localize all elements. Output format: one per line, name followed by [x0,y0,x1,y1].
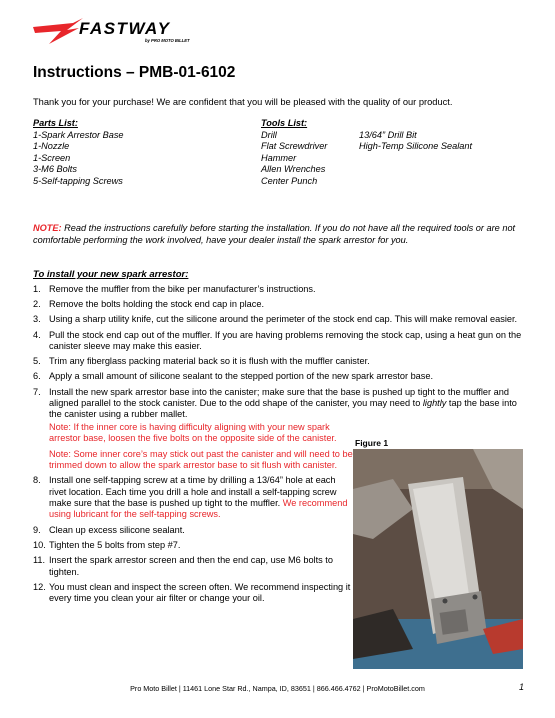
step-text: Install one self-tapping screw at a time by drilling a 13/64” hole at each rivet location. Each time you drill a hole and install a self-tapping screw make sure that the base is pushed up tight to the muffler. [49,475,337,509]
step-text: You must clean and inspect the screen often. We recommend inspecting it every time you clean your air filter or change your oil. [49,581,351,604]
step-text: Trim any fiberglass packing material back so it is flush with the muffler canister. [49,356,370,367]
step-item: 4. Pull the stock end cap out of the muffler. If you are having problems removing the stock cap, using a heat gun on the canister sleeve may make this easier. [33,329,522,352]
tools-item: Drill [261,129,277,140]
tools-item: Center Punch [261,175,318,186]
figure-label: Figure 1 [355,438,389,448]
tools-item: Allen Wrenches [261,164,326,175]
step-note: We recommend using lubricant for the self-tapping screws. [49,498,348,520]
step-text: Using a sharp utility knife, cut the silicone around the perimeter of the stock end cap. This will make removal easier. [49,314,518,325]
parts-list [33,118,124,188]
step-item: 5. Trim any fiberglass packing material back so it is flush with the muffler canister. [33,356,370,367]
spark-arrestor-screen [440,609,469,634]
step-text: Remove the bolts holding the stock end cap in place. [49,299,265,310]
step-text: tap the base into the canister using a rubber mallet. [49,398,517,420]
step-item: 9. Clean up excess silicone sealant. [33,524,185,535]
step-item: 12. You must clean and inspect the screen often. We recommend inspecting it every time you clean your air filter or change your oil. [33,581,351,604]
step-text: Pull the stock end cap out of the muffler. If you are having problems removing the stock cap, using a heat gun on the canister sleeve may make this easier. [49,329,522,352]
page-footer: Pro Moto Billet | 11461 Lone Star Rd., Nampa, ID, 83651 | 866.466.4762 | ProMotoBillet.com [130,684,425,693]
step-item: 2. Remove the bolts holding the stock end cap in place. [33,299,265,310]
parts-item: 5-Self-tapping Screws [33,175,123,186]
tools-item: High-Temp Silicone Sealant [359,141,473,152]
note-text: Read the instructions carefully before starting the installation. If you do not have all the required tools or are not comfortable performing the work involved, have your dealer install the spark arrestor for you. [33,223,516,245]
parts-item: 3-M6 Bolts [33,164,77,175]
intro-text: Thank you for your purchase! We are confident that you will be pleased with the quality of our product. [33,97,453,107]
muffler-photo [353,449,523,669]
muffler-bolt [473,595,478,600]
parts-item: 1-Spark Arrestor Base [33,129,124,140]
page-number: 1 [519,682,525,692]
step-item: 8. Install one self-tapping screw at a time by drilling a 13/64” hole at each rivet location. Each time you drill a hole and install a self-tapping screw make sure that the base is pushed up tight to the muffler. We recommend using lubricant for the self-tapping screws. [33,475,348,520]
logo-wordmark: FASTWAY [79,19,171,38]
logo-swoosh [33,18,83,44]
step-text: Tighten the 5 bolts from step #7. [49,539,181,550]
parts-heading: Parts List: [33,118,78,128]
tools-item: Flat Screwdriver [261,141,328,152]
step-item: 6. Apply a small amount of silicone sealant to the stepped portion of the new spark arrestor base. [33,371,434,382]
page-title: Instructions – PMB-01-6102 [33,64,236,81]
note-label: NOTE: [33,223,62,233]
step-emphasis: lightly [422,398,447,409]
fastway-logo [33,14,203,48]
tools-list [261,118,327,188]
step-item: 3. Using a sharp utility knife, cut the silicone around the perimeter of the stock end cap. This will make removal easier. [33,314,518,325]
step-text: Clean up excess silicone sealant. [49,524,185,535]
tools-item: Hammer [261,152,297,163]
muffler-bolt [443,599,448,604]
step-item: 10. Tighten the 5 bolts from step #7. [33,539,181,550]
step-item: 11. Insert the spark arrestor screen and then the end cap, use M6 bolts to tighten. [33,555,333,577]
parts-item: 1-Nozzle [33,141,70,152]
logo-subtext: by PRO MOTO BILLET [145,38,190,43]
parts-item: 1-Screen [33,152,71,163]
step-note: Note: Some inner core’s may stick out past the canister and will need to be trimmed down to allow the spark arrestor base to sit flush with canister. [49,448,353,471]
step-text: Remove the muffler from the bike per manufacturer’s instructions. [49,284,316,294]
step-text: Insert the spark arrestor screen and then the end cap, use M6 bolts to tighten. [49,555,333,577]
tools-item: 13/64” Drill Bit [359,129,417,140]
step-text: Install the new spark arrestor base into the canister; make sure that the base is pushed up tight to the muffler and aligned parallel to the stock canister. Due to the odd shape of the canister, you may need to [49,386,509,409]
tools-heading: Tools List: [261,118,308,128]
step-item: 1. Remove the muffler from the bike per manufacturer’s instructions. [33,284,316,294]
tools-list-2 [359,118,472,153]
step-note: Note: If the inner core is having difficulty aligning with your new spark arrestor base, loosen the five bolts on the opposite side of the canister. [49,421,337,444]
step-item: 7. Install the new spark arrestor base into the canister; make sure that the base is pushed up tight to the muffler and aligned parallel to the stock canister. Due to the odd shape of the canister, you may need to lightly tap the base into the canister using a rubber mallet. Note: If the inner core is having difficulty aligning with your new spark arrestor base, loosen the five bolts on the opposite side of the canister. Note: Some inner core’s may stick out past the canister and will need to be trimmed down to allow the spark arrestor base to sit flush with canister. [33,386,517,471]
safety-note [33,223,528,246]
install-heading: To install your new spark arrestor: [33,269,189,280]
step-text: Apply a small amount of silicone sealant to the stepped portion of the new spark arrestor base. [49,371,434,382]
